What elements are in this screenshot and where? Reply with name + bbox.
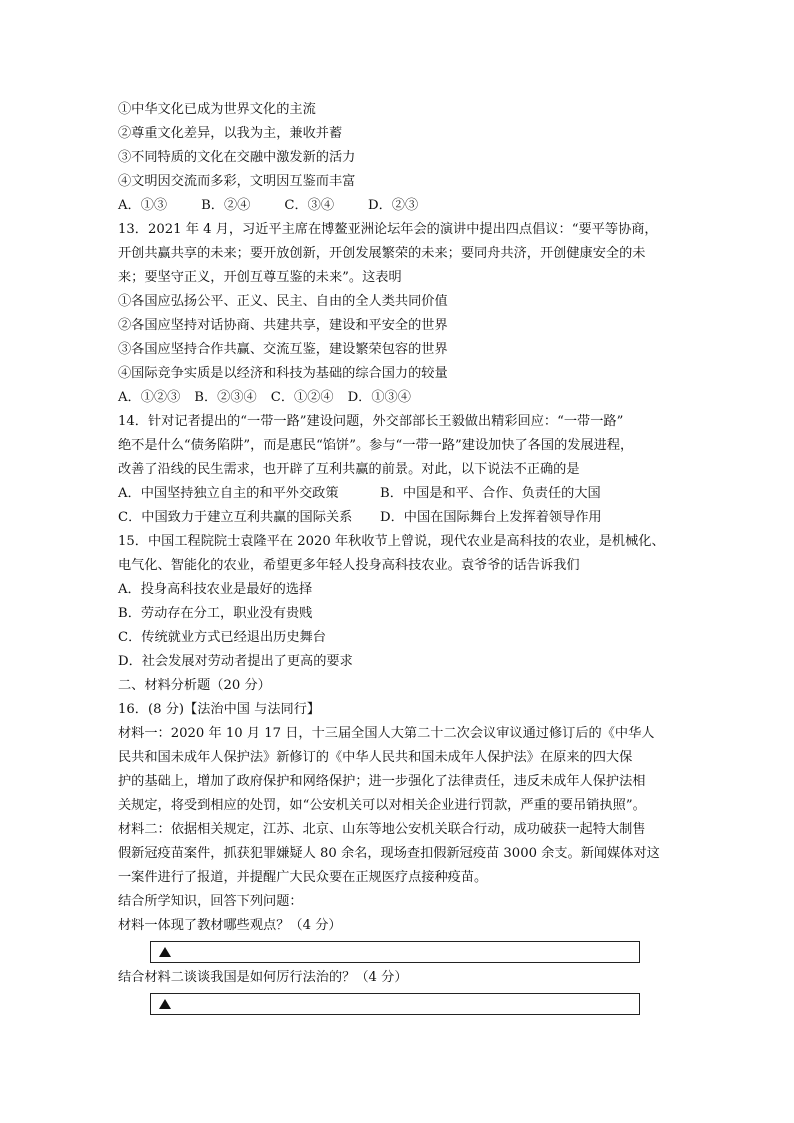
q13-stem-line-3: 来；要坚守正义，开创互尊互鉴的未来”。这表明 (118, 270, 402, 285)
q13-statement-4: ④国际竞争实质是以经济和科技为基础的综合国力的较量 (118, 366, 448, 381)
q16-material-1-line-2: 民共和国未成年人保护法》新修订的《中华人民共和国未成年人保护法》在原来的四大保 (118, 750, 633, 765)
q13-option-c: C．①②④ (270, 390, 334, 405)
q13-option-b: B．②③④ (194, 390, 257, 405)
q14-option-c: C．中国致力于建立互利共赢的国际关系 (118, 510, 353, 525)
q14-options-row-2 (118, 506, 688, 530)
q15-option-a: A．投身高科技农业是最好的选择 (118, 582, 313, 597)
q16-material-2-line-2: 假新冠疫苗案件，抓获犯罪嫌疑人 80 余名，现场查扣假新冠疫苗 3000 余支。新闻媒体对这 (118, 846, 660, 861)
exam-page (118, 98, 688, 1018)
q13-stem-line-1: 13．2021 年 4 月，习近平主席在博鳌亚洲论坛年会的演讲中提出四点倡议：“要平等协商， (118, 222, 658, 237)
q12-statement-4: ④文明因交流而多彩，文明因互鉴而丰富 (118, 174, 356, 189)
q16-title: 16．(8 分)【法治中国 与法同行】 (118, 702, 321, 717)
triangle-marker-icon (159, 999, 171, 1009)
q13-stem-line-2: 开创共赢共享的未来；要开放创新，开创发展繁荣的未来；要同舟共济，开创健康安全的未 (118, 246, 646, 261)
q16-material-2-line-1: 材料二：依据相关规定，江苏、北京、山东等地公安机关联合行动，成功破获一起特大制售 (118, 822, 646, 837)
q13-statement-1: ①各国应弘扬公平、正义、民主、自由的全人类共同价值 (118, 294, 448, 309)
q15-stem-line-2: 电气化、智能化的农业，希望更多年轻人投身高科技农业。袁爷爷的话告诉我们 (118, 558, 580, 573)
q16-prompt: 结合所学知识，回答下列问题： (118, 894, 303, 909)
q14-stem-line-1: 14．针对记者提出的“一带一路”建设问题，外交部部长王毅做出精彩回应：“一带一路” (118, 414, 624, 429)
q14-stem-line-2: 绝不是什么“债务陷阱”，而是惠民“馅饼”。参与“一带一路”建设加快了各国的发展进程， (118, 438, 634, 453)
q13-option-a: A．①②③ (118, 390, 181, 405)
q12-options (118, 194, 688, 218)
q16-answer-box-2[interactable] (150, 993, 640, 1015)
q16-material-1-line-4: 关规定，将受到相应的处罚，如“公安机关可以对相关企业进行罚款，严重的要吊销执照”。 (118, 798, 646, 813)
q13-options (118, 386, 688, 410)
q14-stem-line-3: 改善了沿线的民生需求，也开辟了互利共赢的前景。对此，以下说法不正确的是 (118, 462, 580, 477)
q15-stem-line-1: 15．中国工程院院士袁隆平在 2020 年秋收节上曾说，现代农业是高科技的农业，是机械化、 (118, 534, 665, 549)
q12-option-b: B．②④ (201, 198, 251, 213)
q16-subquestion-1: 材料一体现了教材哪些观点？（4 分） (118, 918, 342, 933)
section-2-heading: 二、材料分析题（20 分） (118, 678, 271, 693)
q16-material-1-line-1: 材料一：2020 年 10 月 17 日，十三届全国人大第二十二次会议审议通过修订后的《中华人 (118, 726, 655, 741)
q12-option-c: C．③④ (284, 198, 335, 213)
q16-subquestion-2: 结合材料二谈谈我国是如何厉行法治的？（4 分） (118, 970, 408, 985)
q16-material-1-line-3: 护的基础上，增加了政府保护和网络保护；进一步强化了法律责任，违反未成年人保护法相 (118, 774, 646, 789)
q16-answer-box-1[interactable] (150, 941, 640, 963)
q13-statement-3: ③各国应坚持合作共赢、交流互鉴，建设繁荣包容的世界 (118, 342, 448, 357)
q16-material-2-line-3: 一案件进行了报道，并提醒广大民众要在正规医疗点接种疫苗。 (118, 870, 488, 885)
q12-option-a: A．①③ (118, 198, 168, 213)
q13-option-d: D．①③④ (347, 390, 411, 405)
q15-option-d: D．社会发展对劳动者提出了更高的要求 (118, 654, 353, 669)
q12-statement-1: ①中华文化已成为世界文化的主流 (118, 102, 316, 117)
q14-options-row-1 (118, 482, 688, 506)
q14-option-a: A．中国坚持独立自主的和平外交政策 (118, 486, 339, 501)
q14-option-d: D．中国在国际舞台上发挥着领导作用 (380, 510, 602, 525)
q12-statement-2: ②尊重文化差异，以我为主，兼收并蓄 (118, 126, 343, 141)
q12-statement-3: ③不同特质的文化在交融中激发新的活力 (118, 150, 356, 165)
q15-option-c: C．传统就业方式已经退出历史舞台 (118, 630, 326, 645)
q13-statement-2: ②各国应坚持对话协商、共建共享，建设和平安全的世界 (118, 318, 448, 333)
q12-option-d: D．②③ (368, 198, 419, 213)
q14-option-b: B．中国是和平、合作、负责任的大国 (380, 486, 601, 501)
q15-option-b: B．劳动存在分工，职业没有贵贱 (118, 606, 313, 621)
triangle-marker-icon (159, 947, 171, 957)
